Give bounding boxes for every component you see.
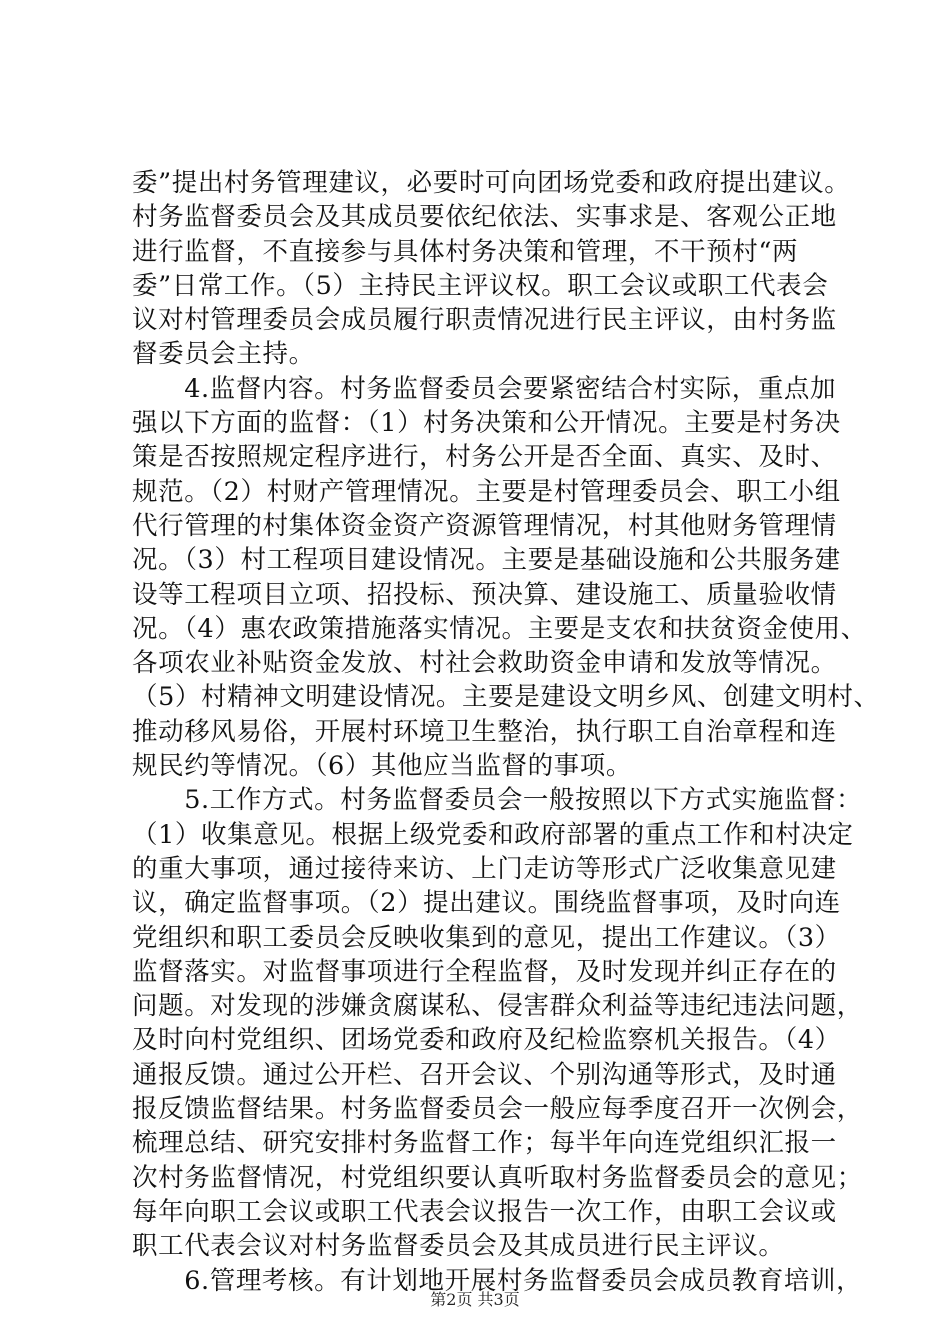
- text-line: 各项农业补贴资金发放、村社会救助资金申请和发放等情况。: [132, 648, 837, 679]
- body-text: [132, 166, 880, 1298]
- text-line: 议，确定监督事项。（2）提出建议。围绕监督事项，及时向连: [132, 888, 841, 919]
- text-line: 报反馈监督结果。村务监督委员会一般应每季度召开一次例会，: [132, 1094, 863, 1125]
- text-line: 村务监督委员会及其成员要依纪依法、实事求是、客观公正地: [132, 202, 837, 233]
- text-line: （5）村精神文明建设情况。主要是建设文明乡风、创建文明村、: [132, 682, 880, 713]
- paragraph-work-methods: [132, 783, 863, 1263]
- text-line: 及时向村党组织、团场党委和政府及纪检监察机关报告。（4）: [132, 1025, 841, 1056]
- text-line: 规范。（2）村财产管理情况。主要是村管理委员会、职工小组: [132, 476, 841, 507]
- text-line: 4.监督内容。村务监督委员会要紧密结合村实际，重点加: [132, 373, 837, 404]
- text-line: 次村务监督情况，村党组织要认真听取村务监督委员会的意见；: [132, 1162, 863, 1193]
- text-line: 推动移风易俗，开展村环境卫生整治，执行职工自治章程和连: [132, 716, 837, 747]
- text-line: 职工代表会议对村务监督委员会及其成员进行民主评议。: [132, 1231, 785, 1262]
- text-line: 委”日常工作。（5）主持民主评议权。职工会议或职工代表会: [132, 270, 829, 301]
- paragraph-supervision-content: [132, 372, 880, 784]
- text-line: 代行管理的村集体资金资产资源管理情况，村其他财务管理情: [132, 510, 837, 541]
- text-line: 强以下方面的监督：（1）村务决策和公开情况。主要是村务决: [132, 408, 841, 439]
- text-line: 梳理总结、研究安排村务监督工作；每半年向连党组织汇报一: [132, 1128, 837, 1159]
- text-line: 况。（4）惠农政策措施落实情况。主要是支农和扶贫资金使用、: [132, 613, 867, 644]
- text-line: 6.管理考核。有计划地开展村务监督委员会成员教育培训，: [132, 1265, 863, 1296]
- text-line: 况。（3）村工程项目建设情况。主要是基础设施和公共服务建: [132, 545, 841, 576]
- text-line: 问题。对发现的涉嫌贪腐谋私、侵害群众利益等违纪违法问题，: [132, 991, 863, 1022]
- text-line: 策是否按照规定程序进行，村务公开是否全面、真实、及时、: [132, 442, 837, 473]
- text-line: 的重大事项，通过接待来访、上门走访等形式广泛收集意见建: [132, 853, 837, 884]
- text-line: 监督落实。对监督事项进行全程监督，及时发现并纠正存在的: [132, 956, 837, 987]
- text-line: 规民约等情况。（6）其他应当监督的事项。: [132, 751, 632, 782]
- text-line: 议对村管理委员会成员履行职责情况进行民主评议，由村务监: [132, 305, 837, 336]
- text-line: 通报反馈。通过公开栏、召开会议、个别沟通等形式，及时通: [132, 1059, 837, 1090]
- paragraph: [132, 166, 851, 372]
- text-line: 每年向职工会议或职工代表会议报告一次工作，由职工会议或: [132, 1196, 837, 1227]
- text-line: 进行监督，不直接参与具体村务决策和管理，不干预村“两: [132, 236, 799, 267]
- text-line: 5.工作方式。村务监督委员会一般按照以下方式实施监督：: [132, 785, 863, 816]
- page-number-footer: 第2页 共3页: [430, 1290, 520, 1309]
- text-line: 督委员会主持。: [132, 339, 315, 370]
- text-line: 设等工程项目立项、招投标、预决算、建设施工、质量验收情: [132, 579, 837, 610]
- text-line: 委”提出村务管理建议，必要时可向团场党委和政府提出建议。: [132, 168, 851, 198]
- text-line: 党组织和职工委员会反映收集到的意见，提出工作建议。（3）: [132, 922, 841, 953]
- text-line: （1）收集意见。根据上级党委和政府部署的重点工作和村决定: [132, 819, 854, 850]
